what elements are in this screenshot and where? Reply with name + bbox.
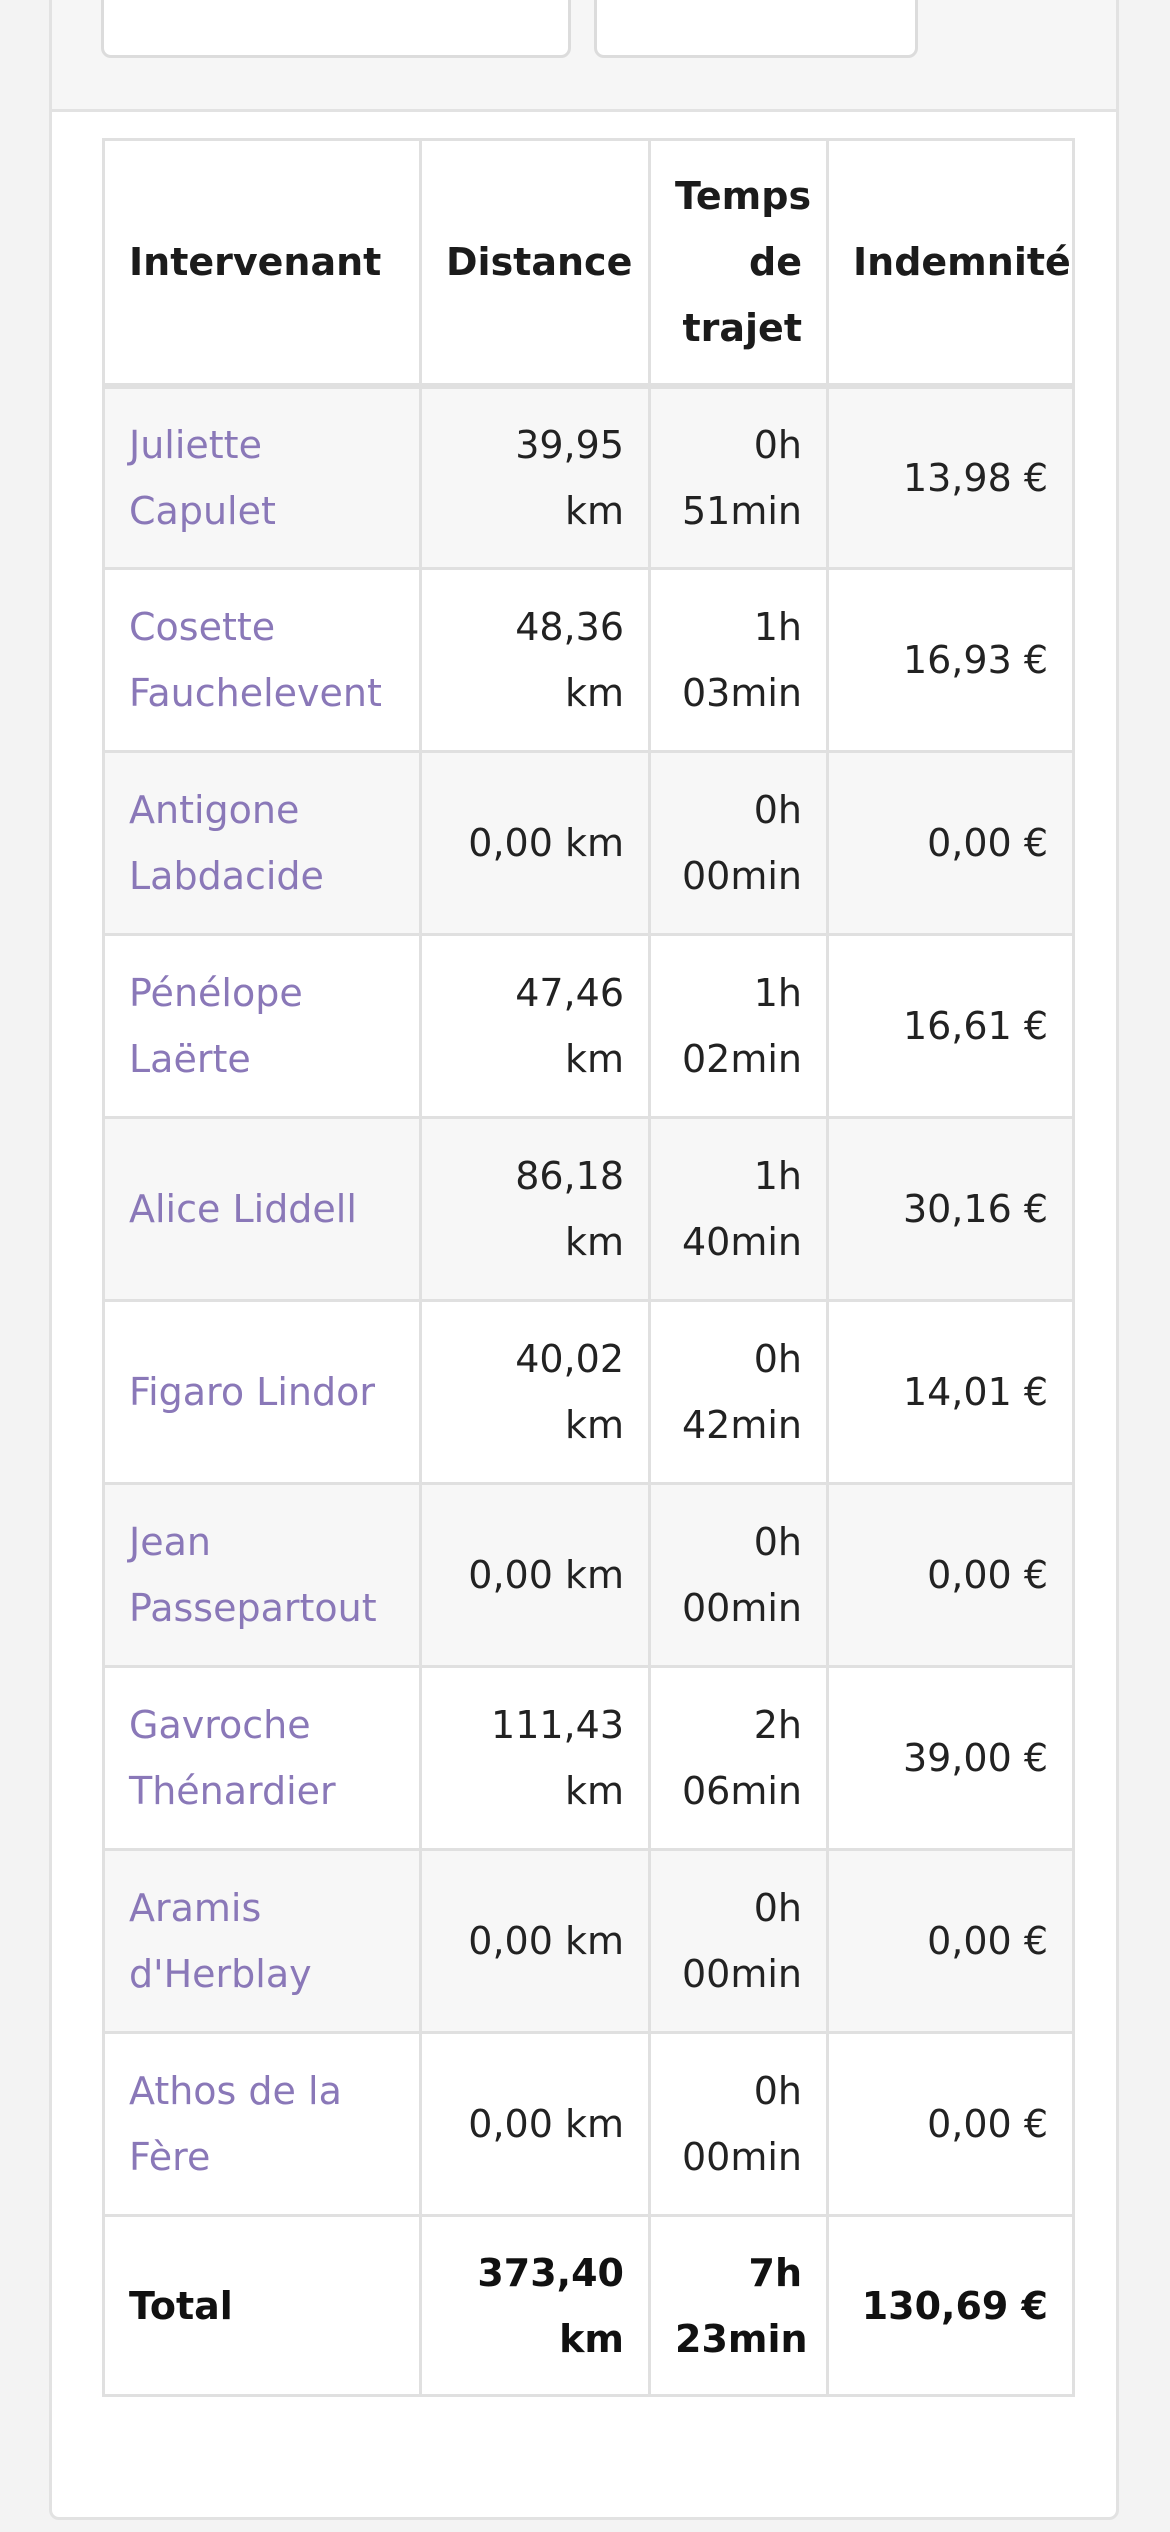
- intervenant-link[interactable]: Gavroche Thénardier: [129, 1703, 336, 1813]
- allowance-cell: 14,01 €: [828, 1301, 1074, 1484]
- column-header-intervenant: Intervenant: [104, 140, 421, 386]
- allowance-cell: 0,00 €: [828, 2033, 1074, 2216]
- allowance-cell: 0,00 €: [828, 1850, 1074, 2033]
- travel-time-cell: 0h 42min: [650, 1301, 828, 1484]
- total-label: Total: [104, 2216, 421, 2396]
- intervenant-cell: [104, 1850, 421, 2033]
- table-row: [104, 569, 1074, 752]
- intervenant-cell: [104, 935, 421, 1118]
- intervenant-cell: [104, 2033, 421, 2216]
- distance-cell: 39,95 km: [421, 386, 650, 569]
- intervenant-cell: [104, 1301, 421, 1484]
- intervenant-cell: [104, 1118, 421, 1301]
- distance-cell: 0,00 km: [421, 2033, 650, 2216]
- table-row: [104, 1850, 1074, 2033]
- intervenant-cell: [104, 752, 421, 935]
- allowance-cell: 30,16 €: [828, 1118, 1074, 1301]
- intervenant-cell: [104, 1667, 421, 1850]
- table-row: [104, 1484, 1074, 1667]
- intervenant-cell: [104, 386, 421, 569]
- intervenant-link[interactable]: Juliette Capulet: [129, 422, 276, 533]
- table-row: [104, 1118, 1074, 1301]
- intervenant-link[interactable]: Alice Liddell: [129, 1187, 357, 1231]
- total-allowance: 130,69 €: [828, 2216, 1074, 2396]
- report-card: [49, 0, 1119, 2520]
- intervenant-link[interactable]: Cosette Fauchelevent: [129, 605, 382, 715]
- column-header-allowance: Indemnité: [828, 140, 1074, 386]
- column-header-travel-time: Temps de trajet: [650, 140, 828, 386]
- table-row: [104, 1667, 1074, 1850]
- distance-cell: 86,18 km: [421, 1118, 650, 1301]
- intervenant-cell: [104, 1484, 421, 1667]
- allowance-cell: 0,00 €: [828, 1484, 1074, 1667]
- month-select[interactable]: [101, 0, 571, 58]
- intervenant-link[interactable]: Antigone Labdacide: [129, 788, 324, 898]
- travel-allowance-table: [102, 138, 1075, 2397]
- travel-time-cell: 0h 00min: [650, 2033, 828, 2216]
- travel-time-cell: 0h 00min: [650, 752, 828, 935]
- table-row: [104, 752, 1074, 935]
- distance-cell: 0,00 km: [421, 1850, 650, 2033]
- travel-time-cell: 0h 00min: [650, 1484, 828, 1667]
- table-header-row: [104, 140, 1074, 386]
- distance-cell: 111,43 km: [421, 1667, 650, 1850]
- distance-cell: 40,02 km: [421, 1301, 650, 1484]
- travel-time-cell: 1h 40min: [650, 1118, 828, 1301]
- allowance-cell: 16,61 €: [828, 935, 1074, 1118]
- allowance-cell: 0,00 €: [828, 752, 1074, 935]
- distance-cell: 0,00 km: [421, 752, 650, 935]
- intervenant-link[interactable]: Athos de la Fère: [129, 2069, 342, 2179]
- allowance-cell: 13,98 €: [828, 386, 1074, 569]
- intervenant-link[interactable]: Pénélope Laërte: [129, 971, 303, 1081]
- travel-time-cell: 2h 06min: [650, 1667, 828, 1850]
- year-select[interactable]: [594, 0, 918, 58]
- travel-time-cell: 0h 00min: [650, 1850, 828, 2033]
- distance-cell: 48,36 km: [421, 569, 650, 752]
- travel-time-cell: 1h 02min: [650, 935, 828, 1118]
- total-travel-time: 7h 23min: [650, 2216, 828, 2396]
- distance-cell: 47,46 km: [421, 935, 650, 1118]
- table-row: [104, 386, 1074, 569]
- column-header-distance: Distance: [421, 140, 650, 386]
- intervenant-link[interactable]: Jean Passepartout: [129, 1520, 377, 1630]
- total-distance: 373,40 km: [421, 2216, 650, 2396]
- filters-bar: [52, 0, 1116, 112]
- table-row: [104, 935, 1074, 1118]
- allowance-cell: 16,93 €: [828, 569, 1074, 752]
- distance-cell: 0,00 km: [421, 1484, 650, 1667]
- intervenant-link[interactable]: Figaro Lindor: [129, 1370, 375, 1414]
- intervenant-link[interactable]: Aramis d'Herblay: [129, 1886, 312, 1996]
- table-row: [104, 1301, 1074, 1484]
- travel-time-cell: 0h 51min: [650, 386, 828, 569]
- allowance-cell: 39,00 €: [828, 1667, 1074, 1850]
- table-row: [104, 2033, 1074, 2216]
- total-row: [104, 2216, 1074, 2396]
- travel-time-cell: 1h 03min: [650, 569, 828, 752]
- intervenant-cell: [104, 569, 421, 752]
